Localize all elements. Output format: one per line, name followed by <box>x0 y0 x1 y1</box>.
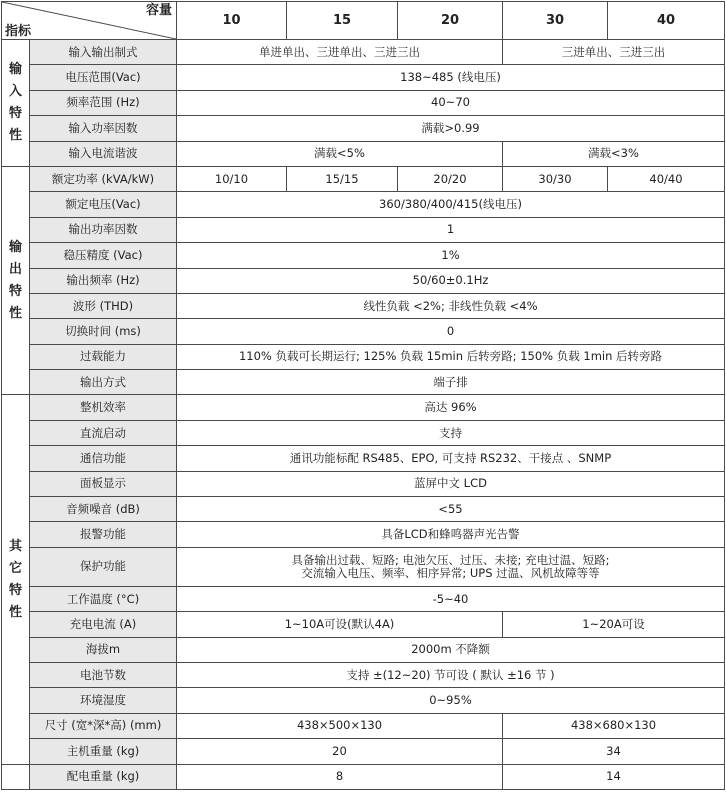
value-cell: 438×500×130 <box>177 713 503 738</box>
row-label: 输出频率 (Hz) <box>30 268 177 293</box>
row-label: 过载能力 <box>30 344 177 369</box>
group-label-empty <box>2 764 30 789</box>
value-cell: 30/30 <box>503 166 608 191</box>
table-row <box>2 471 725 496</box>
table-row <box>2 90 725 115</box>
row-label: 输入输出制式 <box>30 40 177 65</box>
value-cell: 端子排 <box>177 370 725 395</box>
table-row <box>2 713 725 738</box>
value-cell: 15/15 <box>287 166 398 191</box>
value-cell: 20 <box>177 739 503 764</box>
value-cell: 110% 负载可长期运行; 125% 负载 15min 后转旁路; 150% 负载 1min 后转旁路 <box>177 344 725 369</box>
row-label: 整机效率 <box>30 395 177 420</box>
protection-line: 具备输出过载、短路; 电池欠压、过压、未接; 充电过温、短路; <box>291 552 610 567</box>
row-label: 切换时间 (ms) <box>30 319 177 344</box>
table-row <box>2 319 725 344</box>
row-label: 主机重量 (kg) <box>30 739 177 764</box>
value-cell: 支持 <box>177 420 725 445</box>
row-label: 面板显示 <box>30 471 177 496</box>
capacity-header: 10 <box>177 2 287 40</box>
value-cell: 支持 ±(12~20) 节可设 ( 默认 ±16 节 ) <box>177 662 725 687</box>
table-row <box>2 547 725 586</box>
row-label: 电压范围(Vac) <box>30 65 177 90</box>
table-row <box>2 268 725 293</box>
row-label: 输入功率因数 <box>30 116 177 141</box>
row-label: 环境湿度 <box>30 688 177 713</box>
value-cell: 360/380/400/415(线电压) <box>177 192 725 217</box>
row-label: 输出功率因数 <box>30 217 177 242</box>
row-label: 电池节数 <box>30 662 177 687</box>
header-row <box>2 2 725 40</box>
table-row <box>2 370 725 395</box>
indicator-label: 指标 <box>5 24 32 39</box>
table-row <box>2 217 725 242</box>
table-row <box>2 522 725 547</box>
row-label: 尺寸 (宽*深*高) (mm) <box>30 713 177 738</box>
capacity-header: 40 <box>608 2 725 40</box>
table-row <box>2 395 725 420</box>
row-label: 额定功率 (kVA/kW) <box>30 166 177 191</box>
value-cell: <55 <box>177 497 725 522</box>
table-row <box>2 637 725 662</box>
value-cell <box>177 547 725 586</box>
row-label: 直流启动 <box>30 420 177 445</box>
row-label: 波形 (THD) <box>30 293 177 318</box>
table-row <box>2 662 725 687</box>
value-cell: 蓝屏中文 LCD <box>177 471 725 496</box>
value-cell: 线性负载 <2%; 非线性负载 <4% <box>177 293 725 318</box>
capacity-header: 15 <box>287 2 398 40</box>
table-row <box>2 243 725 268</box>
table-row <box>2 612 725 637</box>
value-cell: 40/40 <box>608 166 725 191</box>
value-cell: 单进单出、三进单出、三进三出 <box>177 40 503 65</box>
row-label: 工作温度 (°C) <box>30 586 177 611</box>
value-cell: 50/60±0.1Hz <box>177 268 725 293</box>
table-row <box>2 739 725 764</box>
value-cell: 满载<5% <box>177 141 503 166</box>
value-cell: -5~40 <box>177 586 725 611</box>
row-label: 充电电流 (A) <box>30 612 177 637</box>
group-label-other: 其 它 特 性 <box>2 395 30 764</box>
table-row <box>2 40 725 65</box>
capacity-header: 30 <box>503 2 608 40</box>
row-label: 通信功能 <box>30 446 177 471</box>
corner-header-cell <box>2 2 177 40</box>
table-row <box>2 116 725 141</box>
row-label: 稳压精度 (Vac) <box>30 243 177 268</box>
row-label: 配电重量 (kg) <box>30 764 177 789</box>
value-cell: 34 <box>503 739 725 764</box>
table-row <box>2 420 725 445</box>
value-cell: 10/10 <box>177 166 287 191</box>
value-cell: 高达 96% <box>177 395 725 420</box>
table-row <box>2 344 725 369</box>
table-row <box>2 192 725 217</box>
value-cell: 1~10A可设(默认4A) <box>177 612 503 637</box>
table-row <box>2 764 725 789</box>
capacity-label: 容量 <box>145 3 172 18</box>
table-row <box>2 497 725 522</box>
group-label-output: 输 出 特 性 <box>2 166 30 395</box>
value-cell: 1~20A可设 <box>503 612 725 637</box>
row-label: 保护功能 <box>30 547 177 586</box>
value-cell: 1% <box>177 243 725 268</box>
value-cell: 138~485 (线电压) <box>177 65 725 90</box>
value-cell: 通讯功能标配 RS485、EPO, 可支持 RS232、干接点 、SNMP <box>177 446 725 471</box>
table-row <box>2 293 725 318</box>
table-row <box>2 65 725 90</box>
value-cell: 14 <box>503 764 725 789</box>
value-cell: 满载>0.99 <box>177 116 725 141</box>
table-row <box>2 166 725 191</box>
value-cell: 0 <box>177 319 725 344</box>
row-label: 输入电流谐波 <box>30 141 177 166</box>
row-label: 海拔m <box>30 637 177 662</box>
table-row <box>2 586 725 611</box>
row-label: 报警功能 <box>30 522 177 547</box>
protection-line: 交流输入电压、频率、相序异常; UPS 过温、风机故障等等 <box>301 565 600 580</box>
table-row <box>2 688 725 713</box>
value-cell: 1 <box>177 217 725 242</box>
capacity-header: 20 <box>398 2 503 40</box>
row-label: 输出方式 <box>30 370 177 395</box>
value-cell: 满载<3% <box>503 141 725 166</box>
value-cell: 8 <box>177 764 503 789</box>
table-row <box>2 141 725 166</box>
value-cell: 20/20 <box>398 166 503 191</box>
table-row <box>2 446 725 471</box>
group-label-input: 输 入 特 性 <box>2 40 30 167</box>
row-label: 频率范围 (Hz) <box>30 90 177 115</box>
value-cell: 2000m 不降额 <box>177 637 725 662</box>
value-cell: 438×680×130 <box>503 713 725 738</box>
row-label: 音频噪音 (dB) <box>30 497 177 522</box>
row-label: 额定电压(Vac) <box>30 192 177 217</box>
value-cell: 0~95% <box>177 688 725 713</box>
spec-table <box>1 1 725 790</box>
value-cell: 40~70 <box>177 90 725 115</box>
value-cell: 具备LCD和蜂鸣器声光告警 <box>177 522 725 547</box>
value-cell: 三进单出、三进三出 <box>503 40 725 65</box>
